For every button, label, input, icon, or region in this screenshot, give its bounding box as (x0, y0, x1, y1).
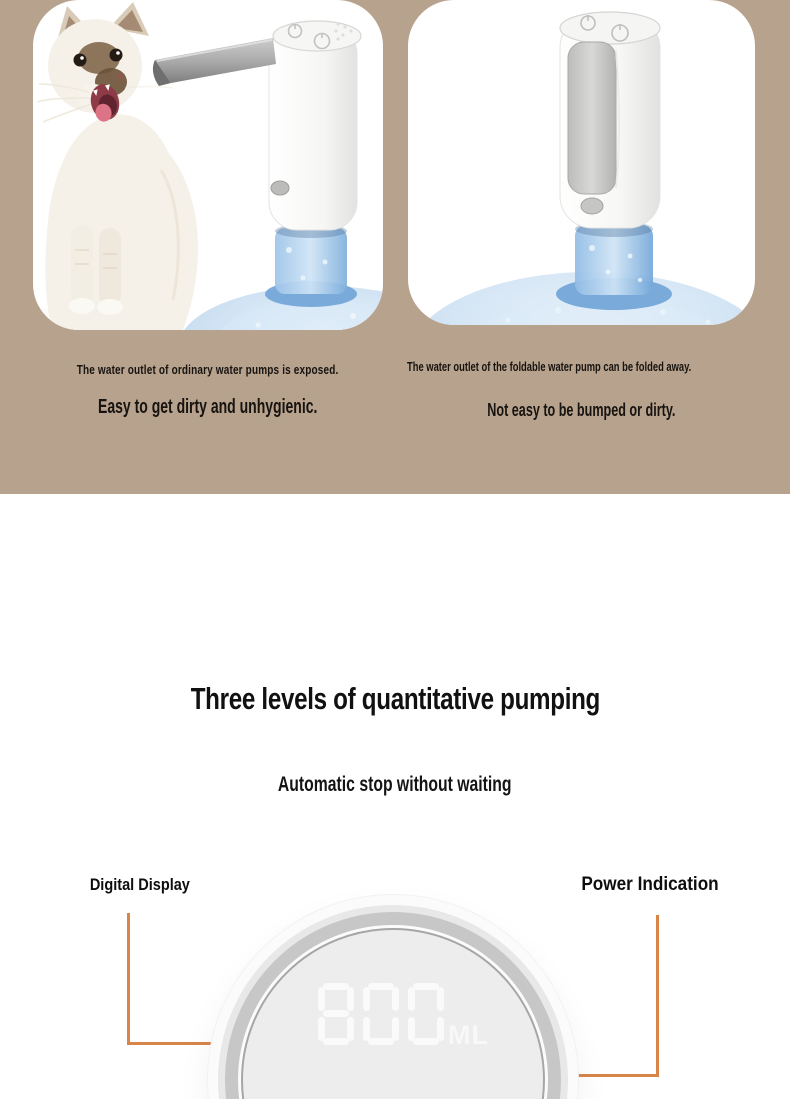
cat-eye (110, 49, 123, 62)
feature-title: Three levels of quantitative pumping (190, 681, 600, 716)
power-indication-connector-vertical (656, 915, 659, 1077)
volume-unit: ML (448, 1020, 489, 1050)
digit-segment (318, 1017, 325, 1041)
digit-segment (437, 987, 444, 1011)
foldable-pump-photo-card (408, 0, 755, 325)
digit-segment (323, 1010, 349, 1017)
digit-segment (363, 1017, 370, 1041)
folded-spout-panel (568, 42, 616, 194)
spout-arm (153, 38, 276, 86)
left-caption-large (33, 396, 383, 419)
display-digit (363, 983, 399, 1045)
left-caption-large-text: Easy to get dirty and unhygienic. (98, 396, 318, 418)
digit-segment (408, 1017, 415, 1041)
cat-eye (74, 54, 87, 67)
display-digit (318, 983, 354, 1045)
digit-segment (368, 1038, 394, 1045)
pump-body (269, 26, 357, 230)
digit-segment (413, 1038, 439, 1045)
pump-top-cap (560, 12, 660, 44)
ordinary-pump-photo-card (33, 0, 383, 330)
digit-segment (392, 987, 399, 1011)
right-caption-large-text: Not easy to be bumped or dirty. (487, 400, 676, 420)
digit-segment (323, 1038, 349, 1045)
feature-title-row (0, 681, 790, 717)
right-caption-large (408, 400, 755, 421)
feature-subtitle: Automatic stop without waiting (278, 773, 512, 796)
display-digit (408, 983, 444, 1045)
digit-segment (323, 983, 349, 990)
foldable-pump-illustration (408, 0, 755, 325)
digital-display-label: Digital Display (89, 876, 191, 894)
cat-paw (97, 299, 123, 315)
left-caption-small (33, 363, 383, 377)
pump-side-button (271, 181, 289, 195)
digit-segment (368, 983, 394, 990)
digit-segment (363, 987, 370, 1011)
cat-leg (71, 225, 93, 305)
cat-paw (69, 298, 95, 314)
digit-segment (347, 1017, 354, 1041)
cat (37, 2, 198, 330)
power-indication-label: Power Indication (581, 873, 719, 895)
volume-display (318, 983, 444, 1045)
feature-subtitle-row (0, 773, 790, 797)
digit-segment (318, 987, 325, 1011)
digital-display-connector-vertical (127, 913, 130, 1045)
right-caption-small: The water outlet of the foldable water pump can be folded away. (407, 360, 692, 374)
comparison-section (0, 0, 790, 494)
digit-segment (408, 987, 415, 1011)
pump-side-button (581, 198, 603, 214)
digit-segment (437, 1017, 444, 1041)
cat-leg (99, 228, 121, 306)
digit-segment (347, 987, 354, 1011)
feature-section (0, 494, 790, 1099)
digit-segment (413, 983, 439, 990)
left-caption-small-text: The water outlet of ordinary water pumps is exposed. (77, 363, 339, 377)
water-drop (286, 247, 292, 253)
ordinary-pump-illustration (33, 0, 383, 330)
digit-segment (392, 1017, 399, 1041)
